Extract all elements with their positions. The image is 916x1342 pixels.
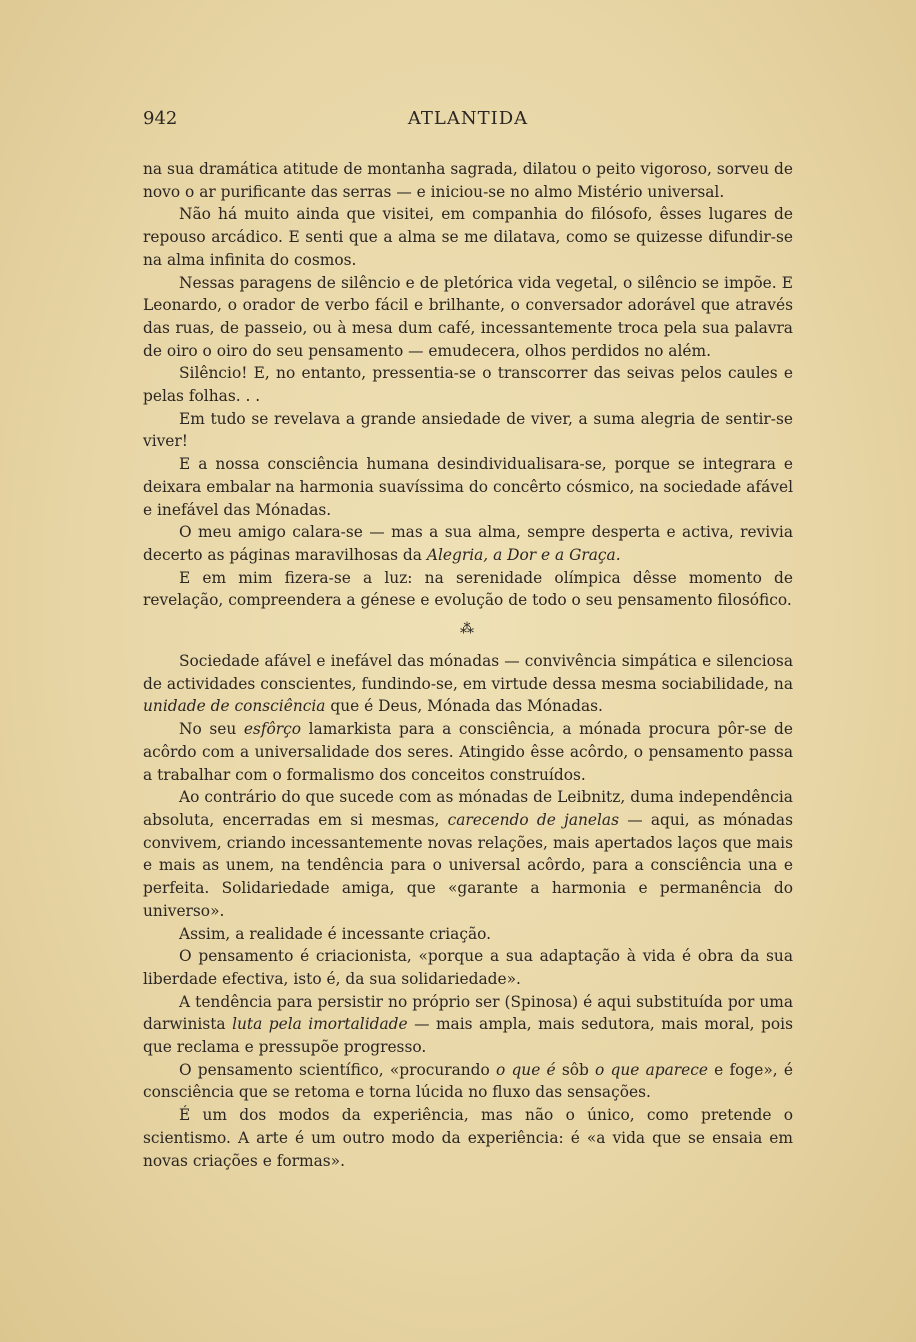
text-run: Sociedade afável e inefável das mónadas — convivência simpática e silenciosa de actividades conscientes, fundindo-se, em virtude dessa mesma sociabilidade, na <box>143 652 793 693</box>
emphasis: luta pela imortalidade <box>232 1015 408 1034</box>
text-run: No seu <box>179 720 244 739</box>
paragraph <box>143 1059 793 1104</box>
book-title: Alegria, a Dor e a Graça. <box>426 545 621 564</box>
paragraph: E a nossa consciência humana desindividualisara-se, porque se integrara e deixara embalar na harmonia suavíssima do concêrto cósmico, na sociedade afável e inefável das Mónadas. <box>143 455 793 519</box>
paragraph <box>143 650 793 718</box>
text-run: O meu amigo calara-se — mas a sua alma, sempre desperta e activa, revivia decerto as páginas maravilhosas da <box>143 523 793 564</box>
emphasis: esfôrço <box>243 720 302 739</box>
body-text <box>143 158 793 1172</box>
text-run: e foge», é consciência que se retoma e torna lúcida no fluxo das sensações. <box>143 1060 793 1102</box>
paragraph: Não há muito ainda que visitei, em companhia do filósofo, êsses lugares de repouso arcádico. E senti que a alma se me dilatava, como se quizesse difundir-se na alma infinita do cosmos. <box>143 205 793 269</box>
text-run: A tendência para persistir no próprio ser (Spinosa) é aqui substituída por uma darwinista <box>143 992 793 1034</box>
emphasis: o que é <box>496 1060 556 1079</box>
text-run: lamarkista para a consciência, a mónada procura pôr-se de acôrdo com a universalidade dos seres. Atingido êsse acôrdo, o pensamento passa a trabalhar com o formalismo dos conceitos construídos. <box>143 720 793 784</box>
paragraph <box>143 521 793 566</box>
emphasis: unidade de consciência <box>143 697 326 716</box>
page-header <box>143 108 793 136</box>
emphasis: o que aparece <box>595 1060 708 1079</box>
text-run: — mais ampla, mais sedutora, mais moral, pois que reclama e pressupõe progresso. <box>143 1015 793 1057</box>
paragraph: É um dos modos da experiência, mas não o único, como pretende o scientismo. A arte é um outro modo da experiência: é «a vida que se ensaia em novas criações e formas». <box>143 1106 793 1170</box>
emphasis: carecendo de janelas <box>447 810 620 829</box>
paragraph: Assim, a realidade é incessante criação. <box>179 924 492 943</box>
paragraph <box>143 991 793 1059</box>
paragraph <box>143 718 793 786</box>
text-run: O pensamento scientífico, «procurando <box>179 1060 496 1079</box>
paragraph: Em tudo se revelava a grande ansiedade de viver, a suma alegria de sentir-se viver! <box>143 409 793 451</box>
text-run: — aqui, as mónadas convivem, criando incessantemente novas relações, mais apertados laços que mais e mais as unem, na tendência para o universal acôrdo, para a consciência una e perfeita. Solidariedade amiga, que «garante a harmonia e permanência do universo». <box>143 810 793 920</box>
text-run: sôb <box>555 1060 596 1079</box>
paragraph: Nessas paragens de silêncio e de pletórica vida vegetal, o silêncio se impõe. E Leonardo, o orador de verbo fácil e brilhante, o conversador adorável que através das ruas, de passeio, ou à mesa dum café, incessantemente troca pela sua palavra de oiro o oiro do seu pensamento — emudecera, olhos perdidos no além. <box>143 273 793 360</box>
text-run: Ao contrário do que sucede com as mónadas de Leibnitz, duma independência absoluta, encerradas em si mesmas, <box>143 788 793 829</box>
page-number: 942 <box>143 108 178 129</box>
paragraph: Silêncio! E, no entanto, pressentia-se o transcorrer das seivas pelos caules e pelas folhas. . . <box>143 364 793 406</box>
paragraph: O pensamento é criacionista, «porque a sua adaptação à vida é obra da sua liberdade efectiva, isto é, da sua solidariedade». <box>143 947 793 988</box>
text-run: que é Deus, Mónada das Mónadas. <box>325 697 603 716</box>
asterism-separator: ⁂ <box>460 621 476 638</box>
running-title: ATLANTIDA <box>407 108 529 129</box>
paragraph: E em mim fizera-se a luz: na serenidade olímpica dêsse momento de revelação, compreendera a génese e evolução de todo o seu pensamento filosófico. <box>143 568 793 610</box>
paragraph <box>143 786 793 922</box>
paragraph: na sua dramática atitude de montanha sagrada, dilatou o peito vigoroso, sorveu de novo o ar purificante das serras — e iniciou-se no almo Mistério universal. <box>143 160 793 201</box>
